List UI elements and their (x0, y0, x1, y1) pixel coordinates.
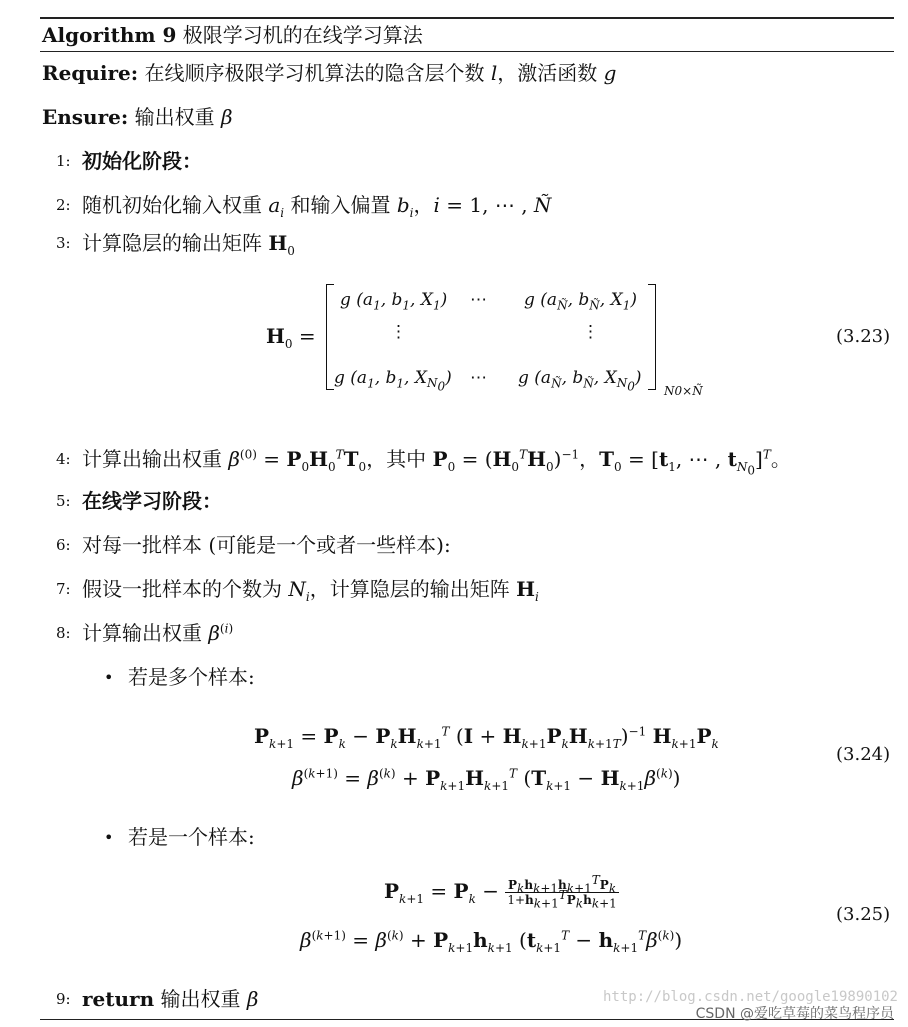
step-number: 3: (56, 234, 71, 252)
bullet-dot: • (104, 668, 114, 687)
step-number: 7: (56, 580, 71, 598)
bullet-single-sample: 若是一个样本: (128, 825, 255, 849)
matrix-r2c2: g ($a_Ñ$, $b_Ñ$, $X_{N_0}$) (518, 368, 642, 394)
matrix-r1-dots: ⋯ (470, 290, 487, 310)
bullet-multiple-samples: 若是多个样本: (128, 665, 255, 689)
step-7-text: 假设一批样本的个数为 $N_i$，计算隐层的输出矩阵 $H_i$ (82, 577, 539, 604)
equation-3-24-line-1: $P_{k+1} = P_k - P_kH_{k+1}^T$ $(I + H_{k+1}P_kH_{k+1T})^{-1}$ $H_{k+1}P_k$ (254, 724, 719, 751)
matrix-r2c1: g ($a_1$, $b_1$, $X_{N_0}$) (334, 368, 452, 394)
step-4-text: 计算出输出权重 $\beta^{(0)} = P_0H_0^TT_0$，其中 $P_0 = (H_0^TH_0)^{-1}$，$T_0 = [t_1$, ⋯ , $t_{N_0}]^T$。 (82, 447, 791, 478)
title-rule (40, 51, 894, 52)
step-2-text: 随机初始化输入权重 $a_i$ 和输入偏置 $b_i$，i = 1, ⋯ , Ñ (82, 193, 552, 220)
step-5-text: 在线学习阶段： (82, 489, 222, 513)
step-6-text: 对每一批样本 (可能是一个或者一些样本): (82, 533, 451, 557)
matrix-right-bracket (648, 284, 656, 390)
step-number: 9: (56, 990, 71, 1008)
step-9-text: return 输出权重 β (82, 987, 259, 1011)
matrix-lhs: $H_0$ = (266, 324, 316, 351)
ensure-keyword: Ensure: (42, 105, 129, 129)
require-text: 在线顺序极限学习机算法的隐含层个数 l，激活函数 g (144, 61, 617, 85)
url-watermark: http://blog.csdn.net/google19890102 (602, 989, 898, 1005)
step-number: 6: (56, 536, 71, 554)
ensure-line (42, 104, 233, 130)
require-keyword: Require: (42, 61, 139, 85)
step-1-text: 初始化阶段： (82, 149, 202, 173)
step-3-text: 计算隐层的输出矩阵 $H_0$ (82, 231, 295, 258)
step-number: 2: (56, 196, 71, 214)
matrix-r1c2: g ($a_Ñ$, $b_Ñ$, $X_1$) (524, 290, 637, 313)
require-line (42, 60, 616, 86)
bullet-dot: • (104, 828, 114, 847)
fraction: $\frac{P_kh_{k+1}h_{k+1}^TP_k}{1+h_{k+1}^TP_kh_{k+1}}$ (507, 873, 617, 911)
top-rule (40, 17, 894, 19)
equation-number-3-23: (3.23) (836, 326, 891, 347)
equation-3-25-line-1: $P_{k+1} = P_k$ − $\frac{P_kh_{k+1}h_{k+1}^TP_k}{1+h_{k+1}^TP_kh_{k+1}}$ (384, 873, 617, 911)
step-8-text: 计算输出权重 $\beta^{(i)}$ (82, 621, 234, 645)
algorithm-title (42, 22, 423, 48)
step-number: 1: (56, 152, 71, 170)
matrix-dimension: N0×Ñ (664, 384, 703, 398)
equation-3-25-line-2: $\beta^{(k+1)} = \beta^{(k)} + P_{k+1}h_{k+1}$ $(t_{k+1}^T - h_{k+1}^T\beta^{(k)})$ (300, 928, 683, 955)
matrix-vdots-1: ⋮ (390, 322, 407, 342)
equation-number-3-25: (3.25) (836, 904, 891, 925)
algorithm-label: Algorithm 9 (42, 23, 177, 47)
matrix-vdots-2: ⋮ (582, 322, 599, 342)
matrix-r2-dots: ⋯ (470, 368, 487, 388)
csdn-credit: CSDN @爱吃草莓的菜鸟程序员 (695, 1006, 894, 1022)
equation-3-24-line-2: $\beta^{(k+1)} = \beta^{(k)} + P_{k+1}H_{k+1}^T$ $(T_{k+1} - H_{k+1}\beta^{(k)})$ (292, 766, 681, 793)
matrix-left-bracket (326, 284, 334, 390)
step-number: 4: (56, 450, 71, 468)
algorithm-name: 极限学习机的在线学习算法 (182, 23, 423, 47)
equation-number-3-24: (3.24) (836, 744, 891, 765)
matrix-r1c1: g ($a_1$, $b_1$, $X_1$) (340, 290, 448, 313)
step-number: 5: (56, 492, 71, 510)
ensure-text: 输出权重 β (134, 105, 233, 129)
step-number: 8: (56, 624, 71, 642)
